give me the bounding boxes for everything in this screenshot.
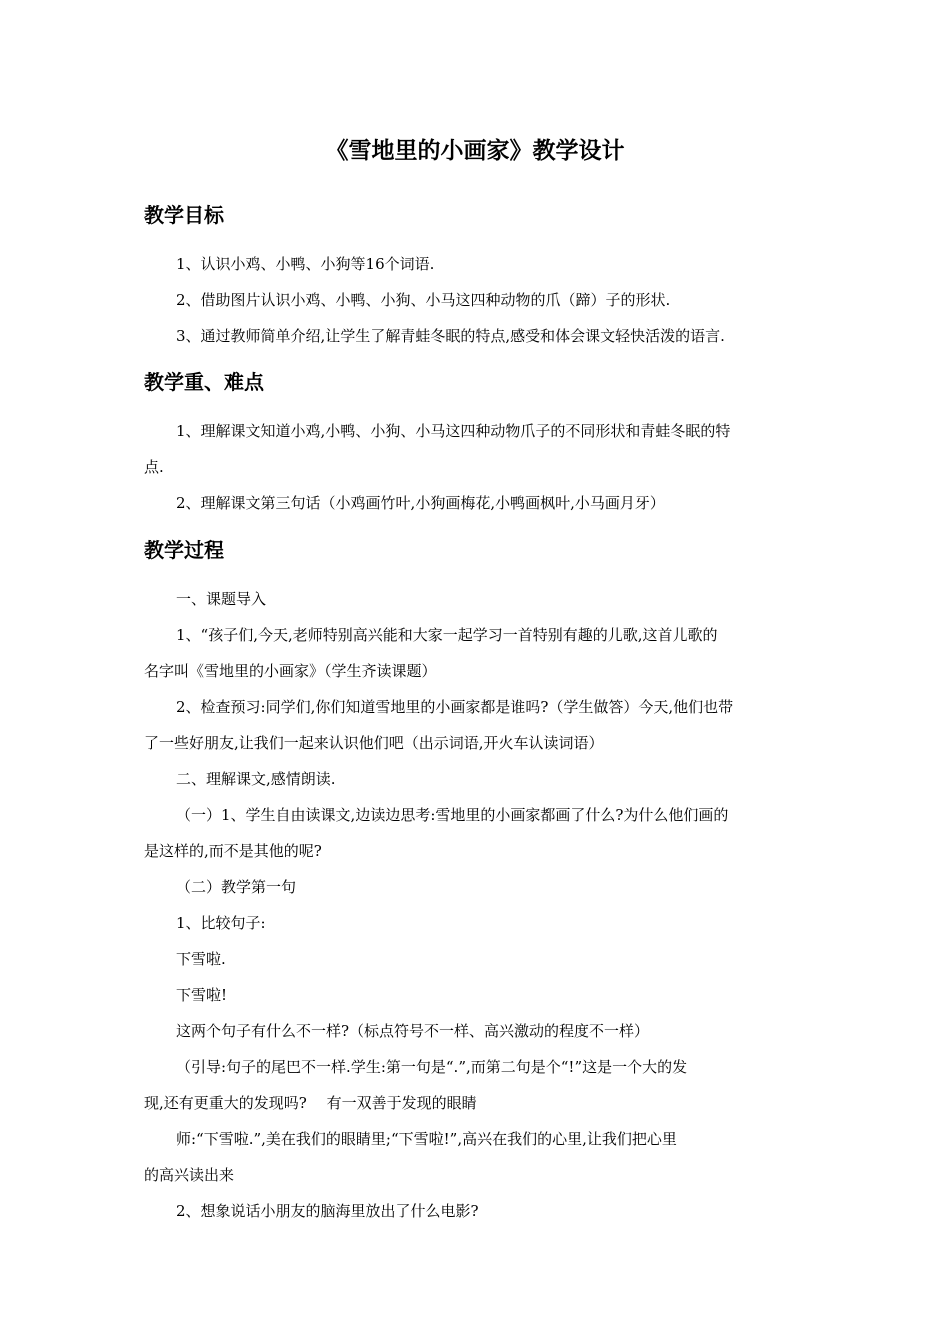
- process-line: 名字叫《雪地里的小画家》（学生齐读课题）: [144, 662, 437, 680]
- process-line: 2、想象说话小朋友的脑海里放出了什么电影?: [176, 1202, 479, 1220]
- process-line: 二、理解课文,感情朗读.: [176, 770, 336, 788]
- goal-item-3: 3、通过教师简单介绍,让学生了解青蛙冬眠的特点,感受和体会课文轻快活泼的语言.: [176, 327, 725, 345]
- process-line: 现,还有更重大的发现吗? 有一双善于发现的眼睛: [144, 1094, 477, 1112]
- process-line: （二）教学第一句: [176, 878, 297, 896]
- process-line: 1、“孩子们,今天,老师特别高兴能和大家一起学习一首特别有趣的儿歌,这首儿歌的: [176, 626, 718, 644]
- process-line: （引导:句子的尾巴不一样.学生:第一句是“.”,而第二句是个“!”这是一个大的发: [176, 1058, 688, 1076]
- process-line: （一）1、学生自由读课文,边读边思考:雪地里的小画家都画了什么?为什么他们画的: [176, 806, 729, 824]
- goal-item-1: 1、认识小鸡、小鸭、小狗等16个词语.: [176, 255, 435, 273]
- process-line: 2、检查预习:同学们,你们知道雪地里的小画家都是谁吗?（学生做答）今天,他们也带: [176, 698, 734, 716]
- key-point-item-1: 1、理解课文知道小鸡,小鸭、小狗、小马这四种动物爪子的不同形状和青蛙冬眠的特: [176, 422, 731, 440]
- heading-process: 教学过程: [144, 538, 224, 562]
- process-line: 1、比较句子:: [176, 914, 266, 932]
- process-line: 师:“下雪啦.”,美在我们的眼睛里;“下雪啦!”,高兴在我们的心里,让我们把心里: [176, 1130, 677, 1148]
- process-line: 一、课题导入: [176, 590, 267, 608]
- document-title: 《雪地里的小画家》教学设计: [325, 138, 625, 164]
- process-line: 了一些好朋友,让我们一起来认识他们吧（出示词语,开火车认读词语）: [144, 734, 604, 752]
- heading-key-points: 教学重、难点: [144, 370, 264, 394]
- process-line: 这两个句子有什么不一样?（标点符号不一样、高兴激动的程度不一样）: [176, 1022, 650, 1040]
- process-line: 是这样的,而不是其他的呢?: [144, 842, 322, 860]
- process-line: 的高兴读出来: [144, 1166, 235, 1184]
- key-point-item-2: 2、理解课文第三句话（小鸡画竹叶,小狗画梅花,小鸭画枫叶,小马画月牙）: [176, 494, 665, 512]
- process-line: 下雪啦!: [176, 986, 228, 1004]
- process-line: 下雪啦.: [176, 950, 226, 968]
- goal-item-2: 2、借助图片认识小鸡、小鸭、小狗、小马这四种动物的爪（蹄）子的形状.: [176, 291, 671, 309]
- key-point-item-1-cont: 点.: [144, 458, 164, 476]
- heading-goals: 教学目标: [144, 203, 224, 227]
